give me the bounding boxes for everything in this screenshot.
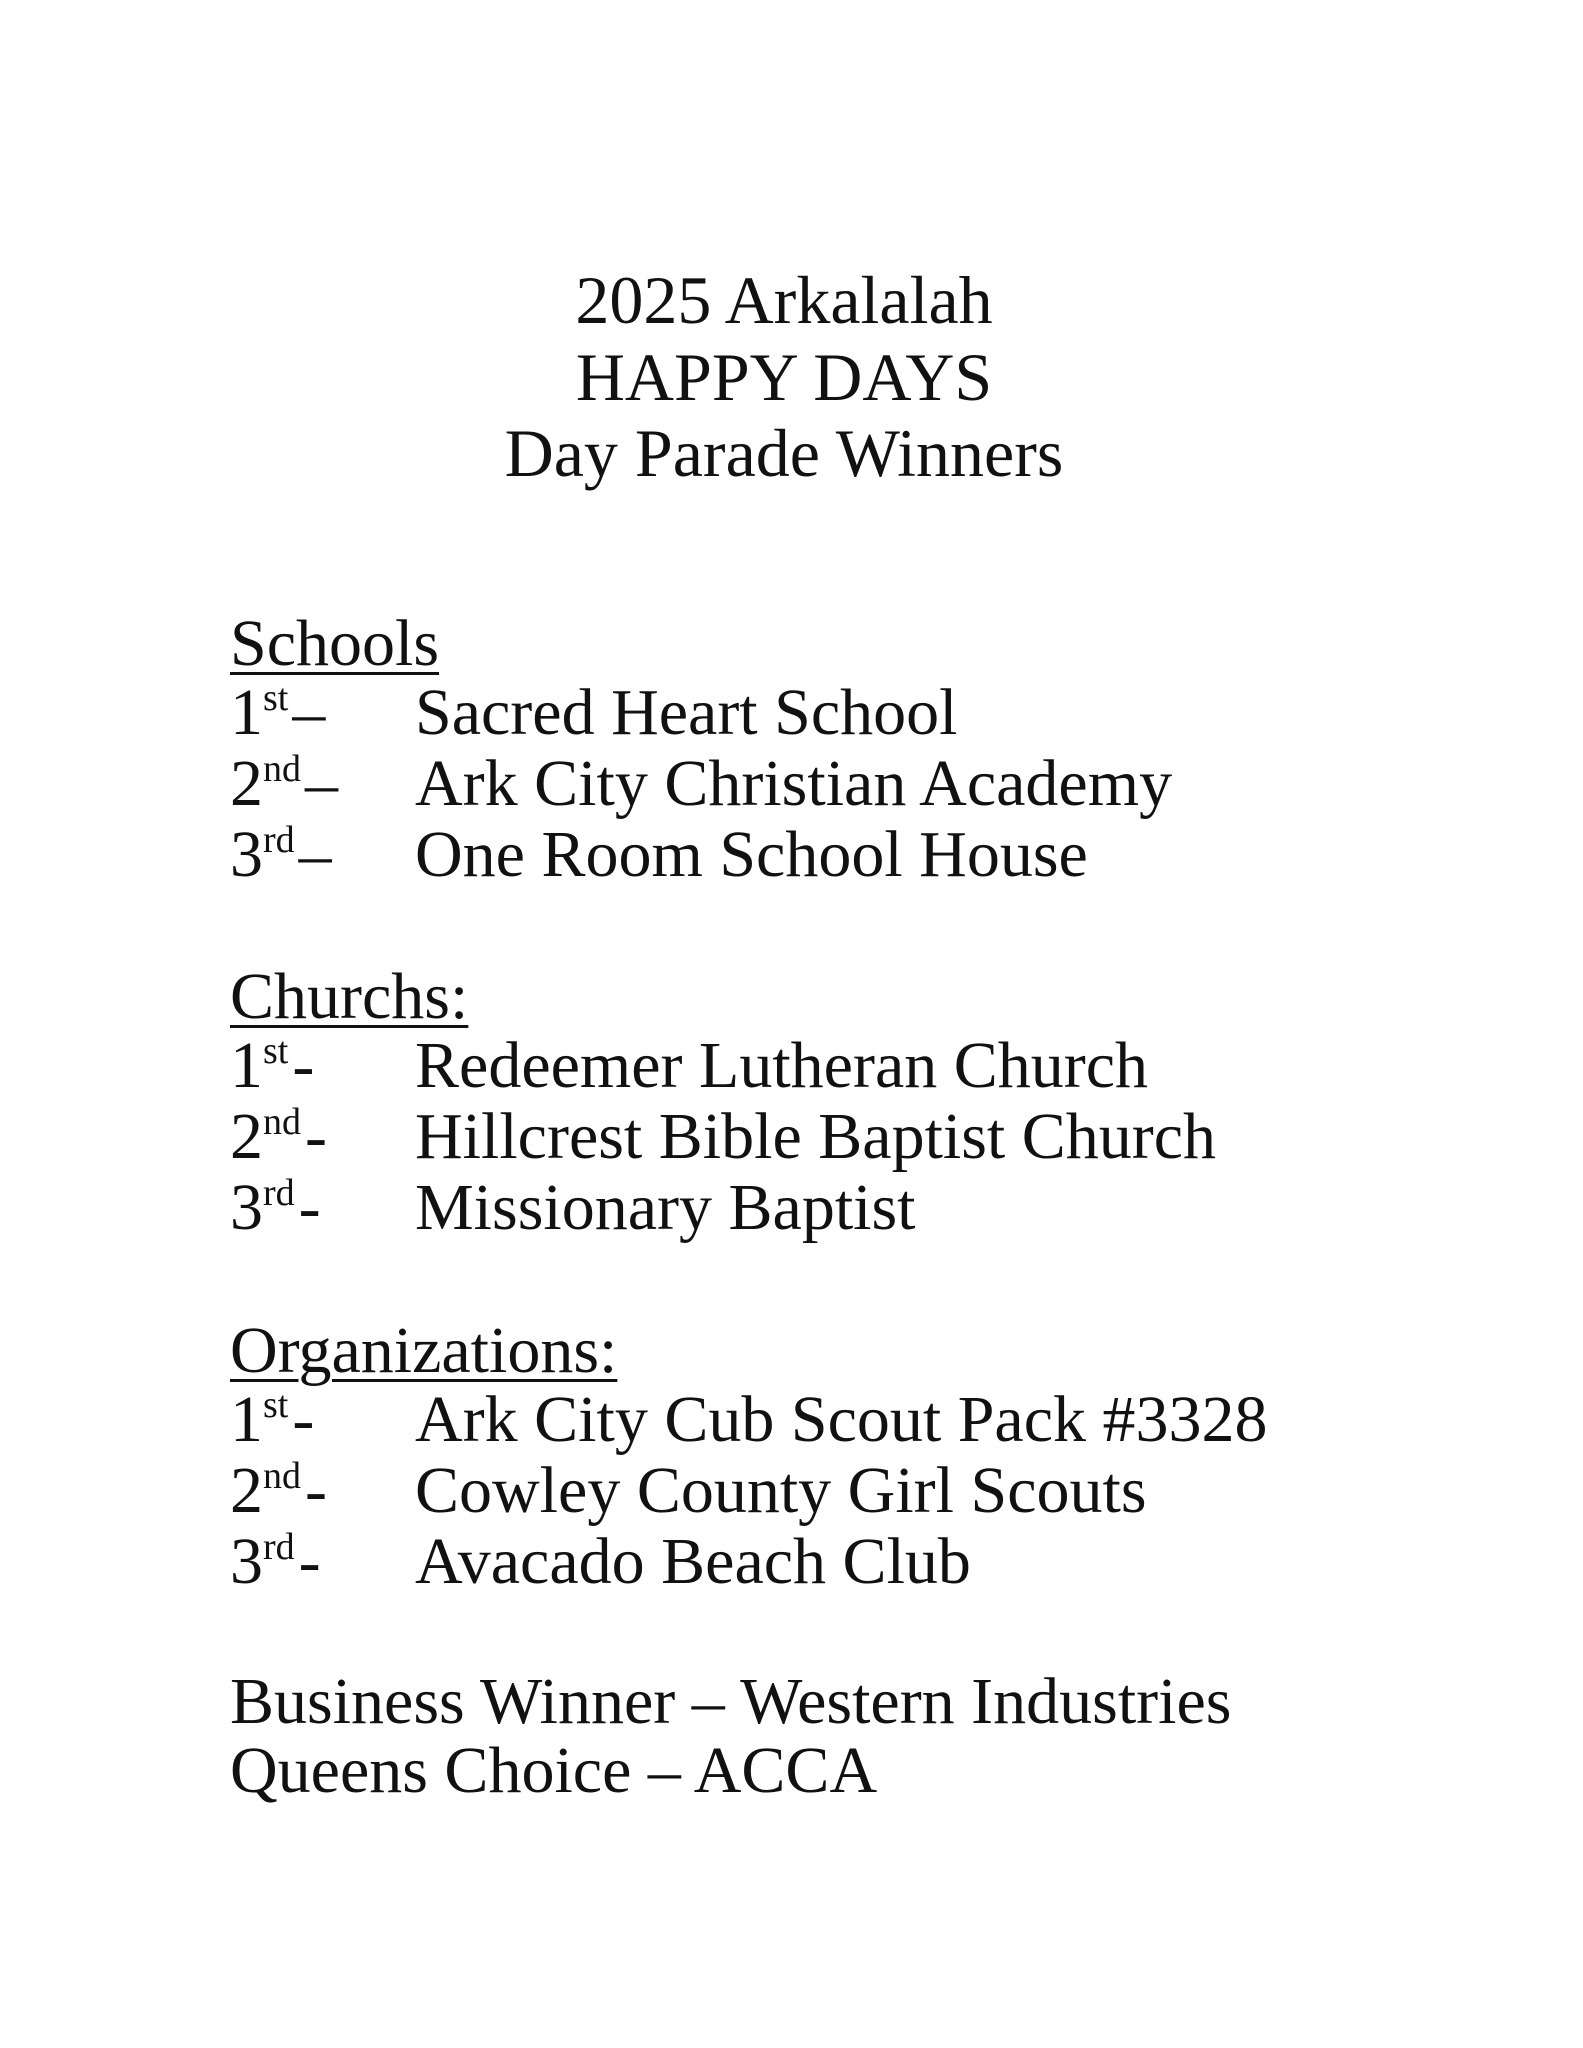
winner-name: Ark City Christian Academy <box>415 747 1173 820</box>
placement-separator: - <box>298 1171 321 1244</box>
placement <box>230 1172 415 1253</box>
placement <box>230 1526 415 1607</box>
title-line-3: Day Parade Winners <box>504 415 1064 491</box>
placement-suffix: nd <box>263 748 301 790</box>
placement-separator: – <box>298 818 332 891</box>
winner-entry <box>230 819 1088 900</box>
placement-separator: – <box>292 676 326 749</box>
placement <box>230 1384 415 1465</box>
winner-name: Missionary Baptist <box>415 1171 916 1244</box>
placement-number: 2 <box>230 1100 263 1173</box>
winner-entry <box>230 677 957 758</box>
winner-entry <box>230 1172 916 1253</box>
placement-number: 2 <box>230 1454 263 1527</box>
placement-suffix: st <box>263 1384 289 1426</box>
section-heading: Schools <box>230 607 440 680</box>
placement-number: 1 <box>230 676 263 749</box>
winner-name: Avacado Beach Club <box>415 1525 971 1598</box>
title-line-2: HAPPY DAYS <box>575 339 993 415</box>
section-heading: Churchs: <box>230 960 469 1033</box>
placement-number: 2 <box>230 747 263 820</box>
winner-entry <box>230 1101 1216 1182</box>
placement-number: 3 <box>230 818 263 891</box>
placement-separator: - <box>305 1100 327 1173</box>
winner-entry <box>230 1455 1147 1536</box>
placement-suffix: st <box>263 677 289 719</box>
business-winner: Business Winner – Western Industries <box>230 1665 1232 1738</box>
placement <box>230 748 415 829</box>
winner-name: Sacred Heart School <box>415 676 958 749</box>
winner-name: Ark City Cub Scout Pack #3328 <box>415 1383 1268 1456</box>
winner-entry <box>230 1384 1268 1465</box>
placement-suffix: rd <box>263 1526 295 1568</box>
placement-separator: – <box>305 747 338 820</box>
section-heading: Organizations: <box>230 1314 618 1387</box>
placement-suffix: nd <box>263 1101 301 1143</box>
placement <box>230 1030 415 1111</box>
placement <box>230 1455 415 1536</box>
placement-separator: - <box>305 1454 327 1527</box>
placement-suffix: rd <box>263 1172 295 1214</box>
placement-separator: - <box>292 1029 315 1102</box>
winner-name: Redeemer Lutheran Church <box>415 1029 1149 1102</box>
placement-number: 1 <box>230 1383 263 1456</box>
placement-separator: - <box>298 1525 321 1598</box>
queens-choice: Queens Choice – ACCA <box>230 1734 878 1807</box>
winner-entry <box>230 1030 1148 1111</box>
placement-suffix: st <box>263 1030 289 1072</box>
placement <box>230 677 415 758</box>
winner-name: Cowley County Girl Scouts <box>415 1454 1147 1527</box>
placement-suffix: nd <box>263 1455 301 1497</box>
placement <box>230 819 415 900</box>
placement-separator: - <box>292 1383 315 1456</box>
placement <box>230 1101 415 1182</box>
placement-number: 1 <box>230 1029 263 1102</box>
placement-suffix: rd <box>263 819 295 861</box>
winner-name: Hillcrest Bible Baptist Church <box>415 1100 1217 1173</box>
title-line-1: 2025 Arkalalah <box>575 262 993 338</box>
winner-name: One Room School House <box>415 818 1088 891</box>
winner-entry <box>230 748 1172 829</box>
placement-number: 3 <box>230 1171 263 1244</box>
placement-number: 3 <box>230 1525 263 1598</box>
winner-entry <box>230 1526 971 1607</box>
